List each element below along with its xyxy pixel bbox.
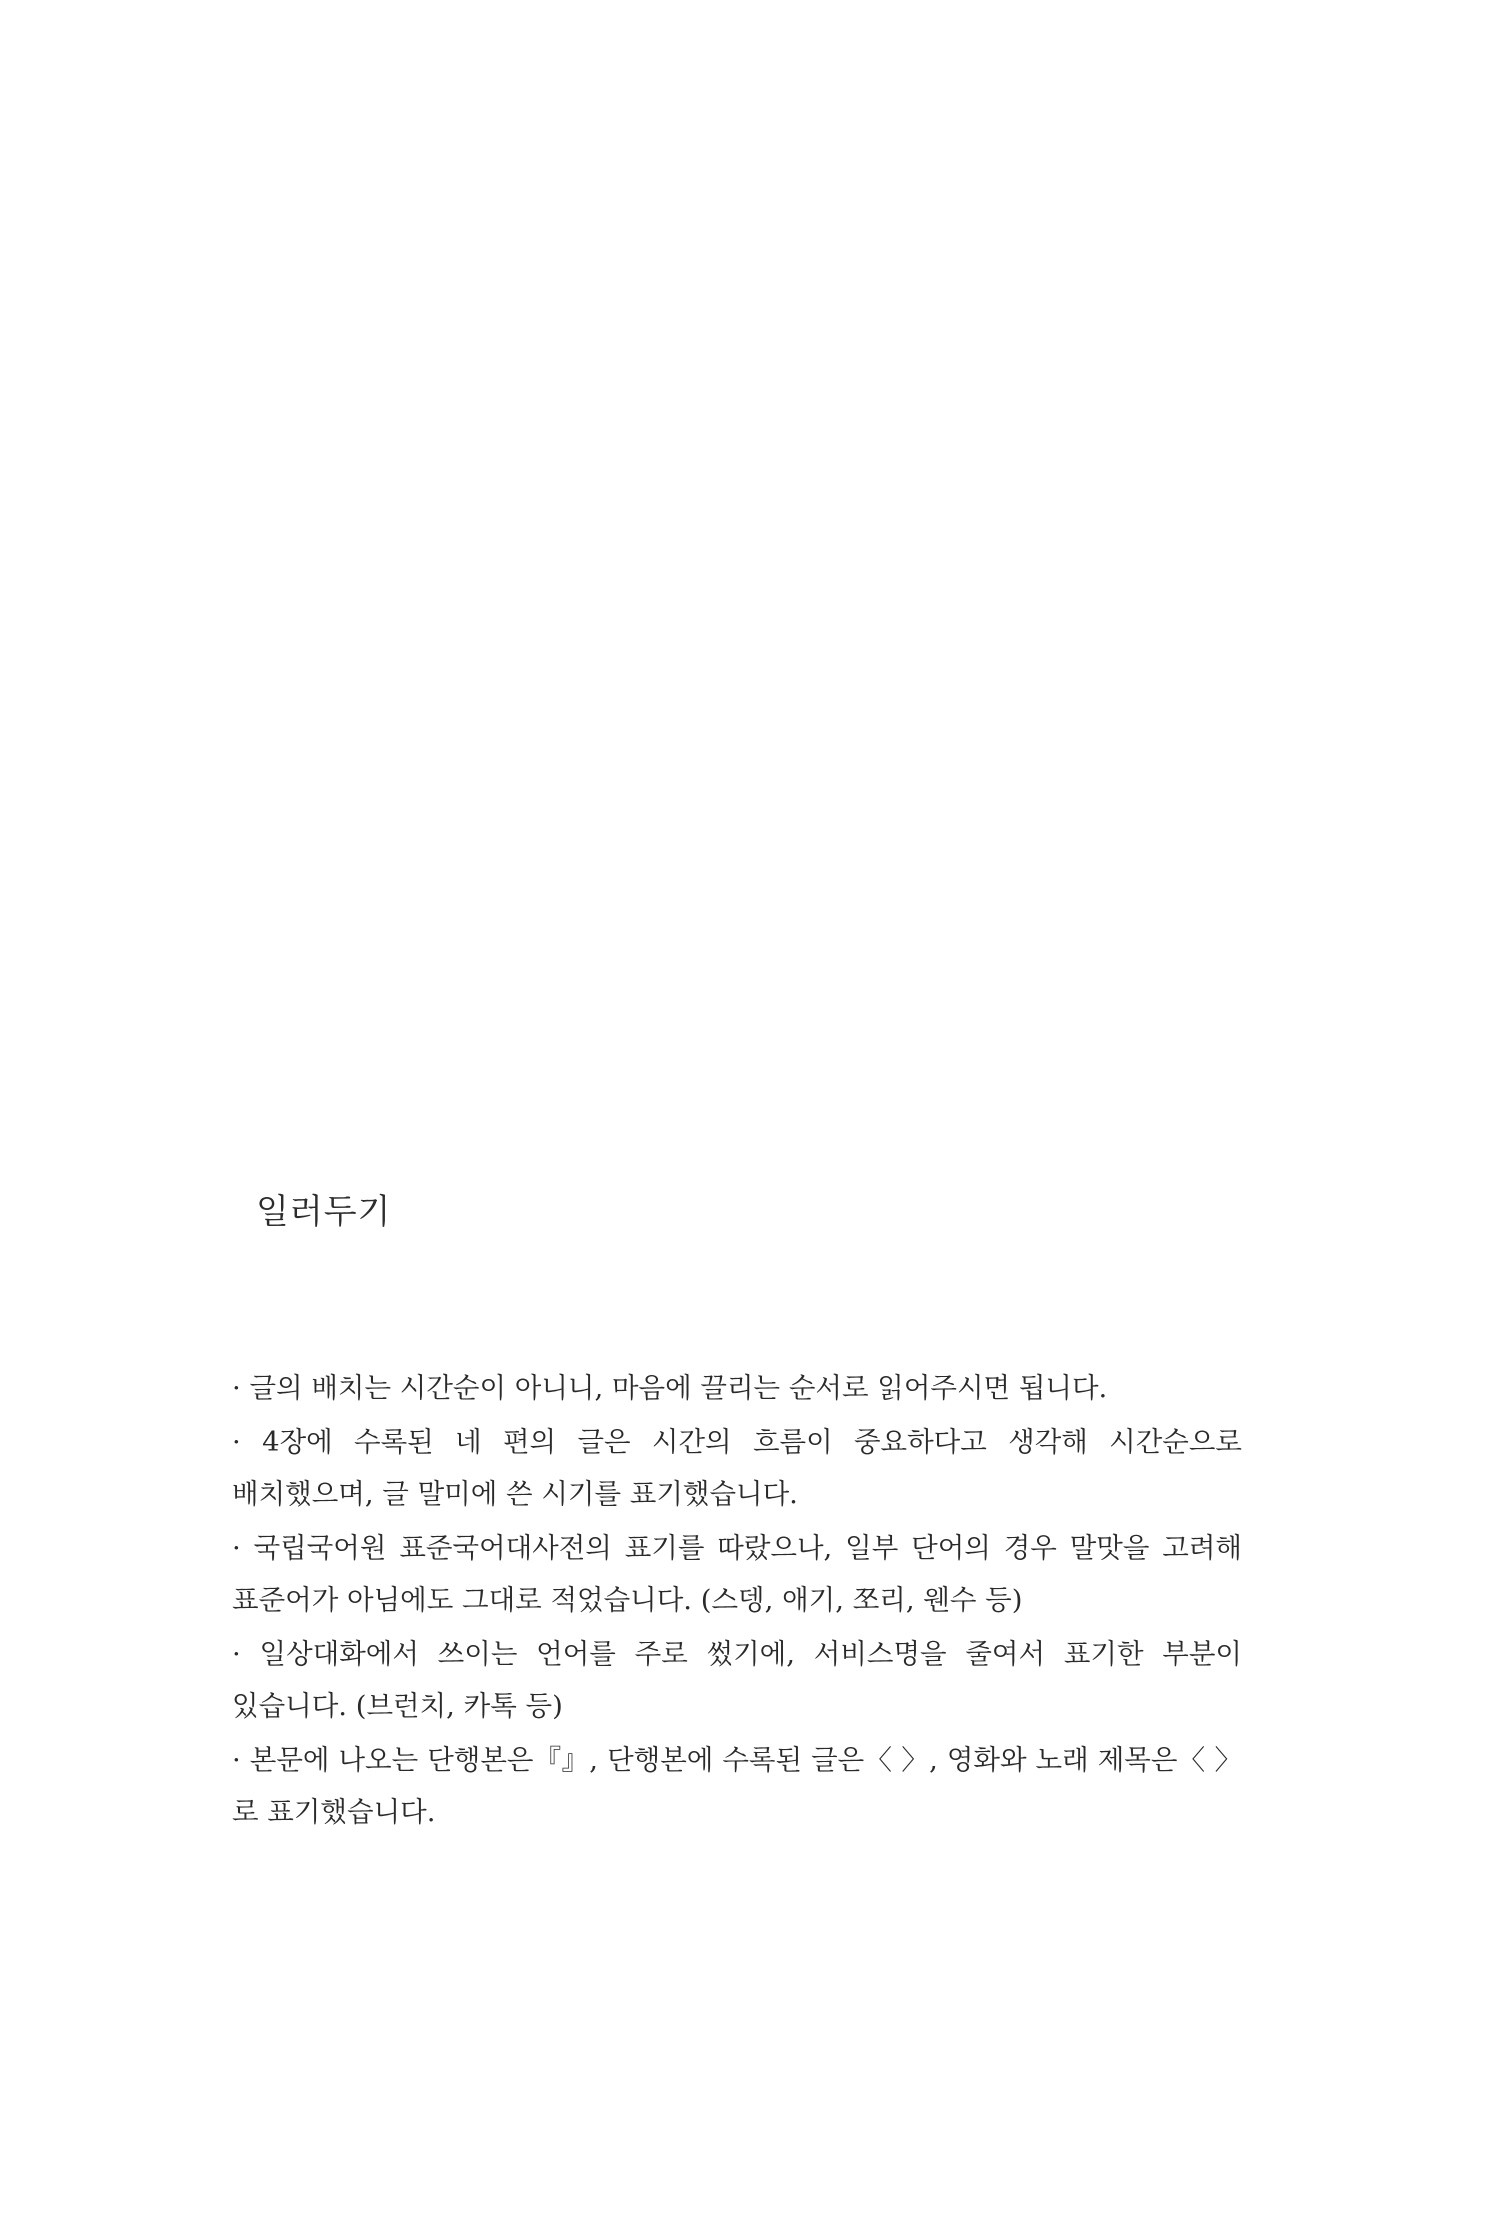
note-item: · 글의 배치는 시간순이 아니니, 마음에 끌리는 순서로 읽어주시면 됩니다. [232, 1372, 1108, 1404]
note-item: · 일상대화에서 쓰이는 언어를 주로 썼기에, 서비스명을 줄여서 표기한 부분이 있습니다. (브런치, 카톡 등) [232, 1638, 1242, 1722]
notes-list [232, 1362, 1242, 1840]
page-title: 일러두기 [256, 1192, 392, 1232]
note-item: · 본문에 나오는 단행본은『』, 단행본에 수록된 글은〈 〉, 영화와 노래 제목은〈 〉로 표기했습니다. [232, 1744, 1242, 1828]
note-item: · 4장에 수록된 네 편의 글은 시간의 흐름이 중요하다고 생각해 시간순으로 배치했으며, 글 말미에 쓴 시기를 표기했습니다. [232, 1426, 1242, 1510]
note-item: · 국립국어원 표준국어대사전의 표기를 따랐으나, 일부 단어의 경우 말맛을 고려해 표준어가 아님에도 그대로 적었습니다. (스뎅, 애기, 쪼리, 웬수 등) [232, 1532, 1242, 1616]
